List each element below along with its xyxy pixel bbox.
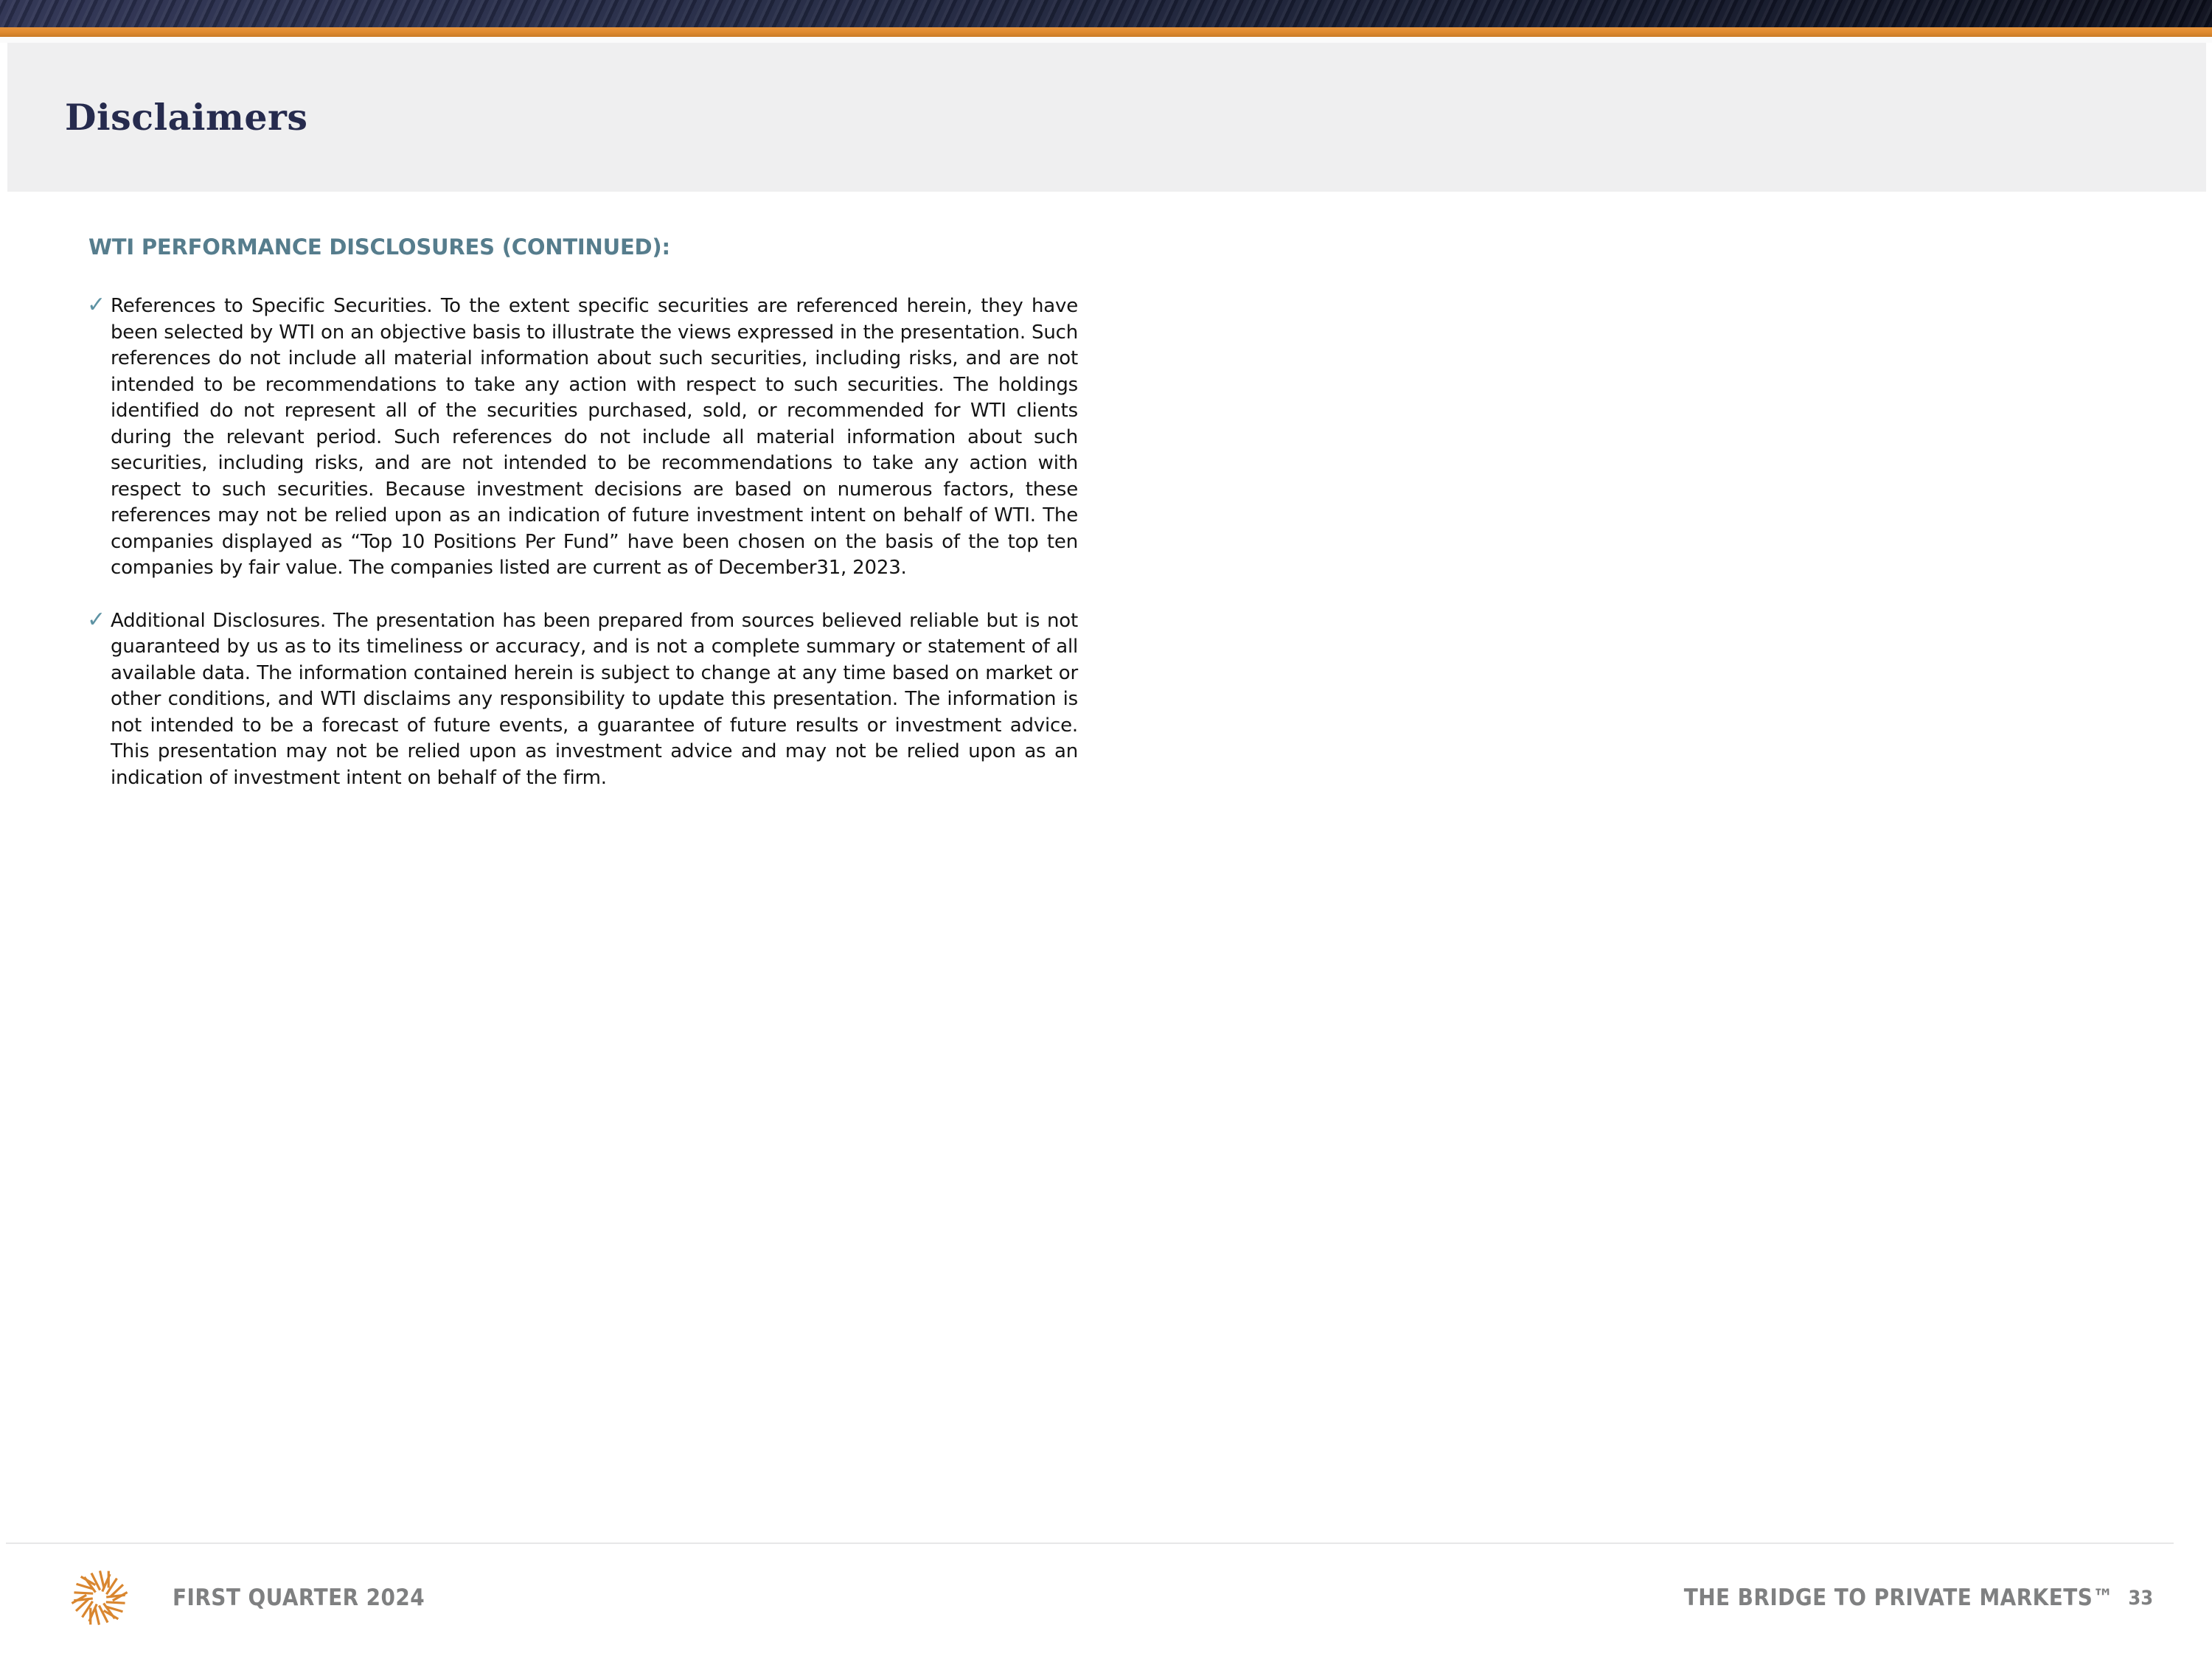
check-icon: ✓ xyxy=(87,606,105,633)
page-title: Disclaimers xyxy=(65,96,308,139)
check-icon: ✓ xyxy=(87,292,105,318)
slide-header xyxy=(7,43,2206,192)
page-number: 33 xyxy=(2128,1586,2153,1610)
slide-body xyxy=(88,234,1078,818)
footer-quarter-label: FIRST QUARTER 2024 xyxy=(173,1585,425,1611)
footer-left xyxy=(65,1563,453,1632)
top-banner-gap xyxy=(0,37,2212,43)
footer-right xyxy=(1684,1563,2153,1632)
company-logo xyxy=(65,1563,134,1632)
bullet-text: Additional Disclosures. The presentation has been prepared from sources believed reliable but is not guaranteed by us as to its timeliness or accuracy, and is not a complete summary or statement of all available data. The information contained herein is subject to change at any time based on market or other conditions, and WTI disclaims any responsibility to update this presentation. The information is not intended to be a forecast of future events, a guarantee of future results or investment advice. This presentation may not be relied upon as investment advice and may not be relied upon as an indication of investment intent on behalf of the firm. xyxy=(111,609,1078,789)
top-banner xyxy=(0,0,2212,27)
footer-tagline: THE BRIDGE TO PRIVATE MARKETS™ xyxy=(1683,1585,2114,1611)
bullet-text: References to Specific Securities. To the extent specific securities are referenced herein, they have been selected by WTI on an objective basis to illustrate the views expressed in the presentation. Such references do not include all material information about such securities, including risks, and are not intended to be recommendations to take any action with respect to such securities. The holdings identified do not represent all of the securities purchased, sold, or recommended for WTI clients during the relevant period. Such references do not include all material information about such securities, including risks, and are not intended to be recommendations to take any action with respect to such securities. Because investment decisions are based on numerous factors, these references may not be relied upon as an indication of future investment intent on behalf of WTI. The companies displayed as “Top 10 Positions Per Fund” have been chosen on the basis of the top ten companies by fair value. The companies listed are current as of December31, 2023. xyxy=(111,295,1078,579)
section-heading: WTI PERFORMANCE DISCLOSURES (CONTINUED): xyxy=(88,234,670,260)
bullet-item xyxy=(88,293,1078,582)
bullet-item xyxy=(88,608,1078,792)
top-accent-bar xyxy=(0,27,2212,37)
footer-divider xyxy=(6,1543,2174,1544)
